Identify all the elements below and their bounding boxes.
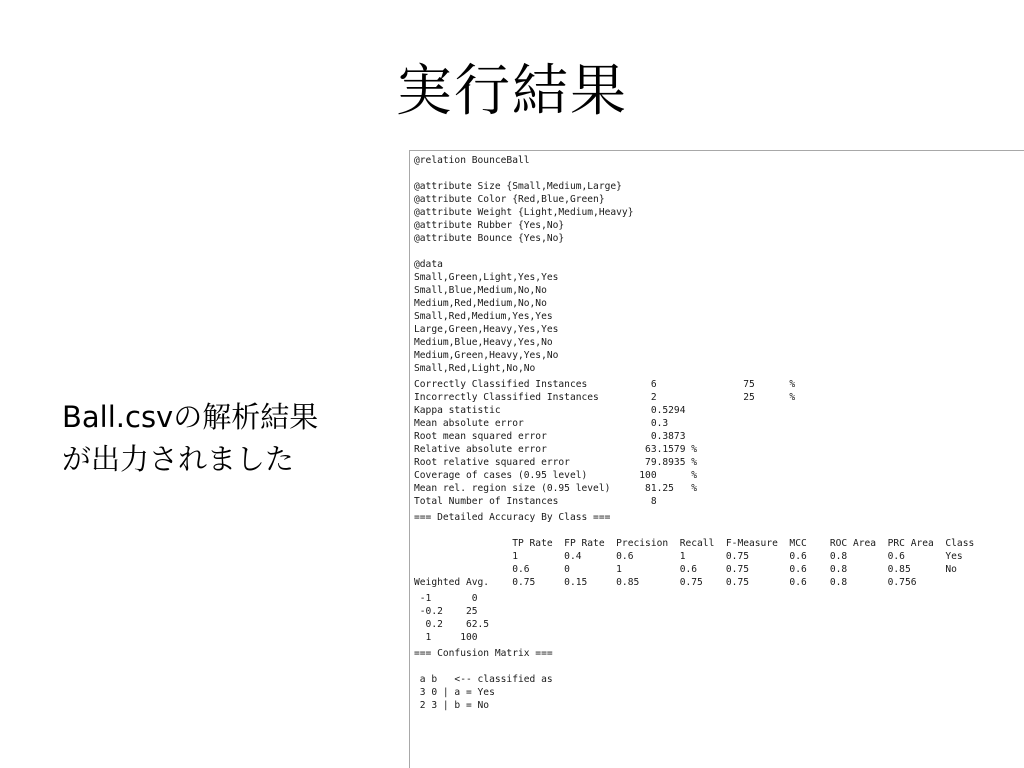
- slide-title: 実行結果: [396, 59, 628, 124]
- threshold-values: -1 0 -0.2 25 0.2 62.5 1 100: [419, 593, 490, 643]
- evaluation-summary: Correctly Classified Instances 6 75 % Incorrectly Classified Instances 2 25 % Kappa statistic 0.5294 Mean absolute error 0.3 Root mean squared error 0.3873 Relative absolute error 63.1579 % Root relative squared error 79.8935 % Coverage of cases (0.95 level) 100 % Mean rel. region size (0.95 level) 81.25 % Total Number of Instances 8: [414, 379, 796, 507]
- detailed-accuracy-table: === Detailed Accuracy By Class === TP Rate FP Rate Precision Recall F-Measure MCC ROC Area PRC Area Class 1 0.4 0.6 1 0.75 0.6 0.8 0.6 Yes 0.6 0 1 0.6 0.75 0.6 0.8 0.85 No Weighted Avg. 0.75 0.15 0.85 0.75 0.75 0.6 0.8 0.756: [414, 512, 975, 588]
- caption-line-2: が出力されました: [62, 442, 295, 476]
- arff-header-and-data: @relation BounceBall @attribute Size {Small,Medium,Large} @attribute Color {Red,Blue,Green} @attribute Weight {Light,Medium,Heavy} @attribute Rubber {Yes,No} @attribute Bounce {Yes,No} @data Small,Green,Light,Yes,Yes Small,Blue,Medium,No,No Medium,Red,Medium,No,No Small,Red,Medium,Yes,Yes Large,Green,Heavy,Yes,Yes Medium,Blue,Heavy,Yes,No Medium,Green,Heavy,Yes,No Small,Red,Light,No,No: [414, 155, 634, 374]
- slide-caption: [62, 396, 392, 480]
- caption-line-1: Ball.csvの解析結果: [62, 400, 319, 434]
- confusion-matrix: === Confusion Matrix === a b <-- classified as 3 0 | a = Yes 2 3 | b = No: [414, 648, 553, 711]
- weka-output-screenshot: [409, 150, 1024, 768]
